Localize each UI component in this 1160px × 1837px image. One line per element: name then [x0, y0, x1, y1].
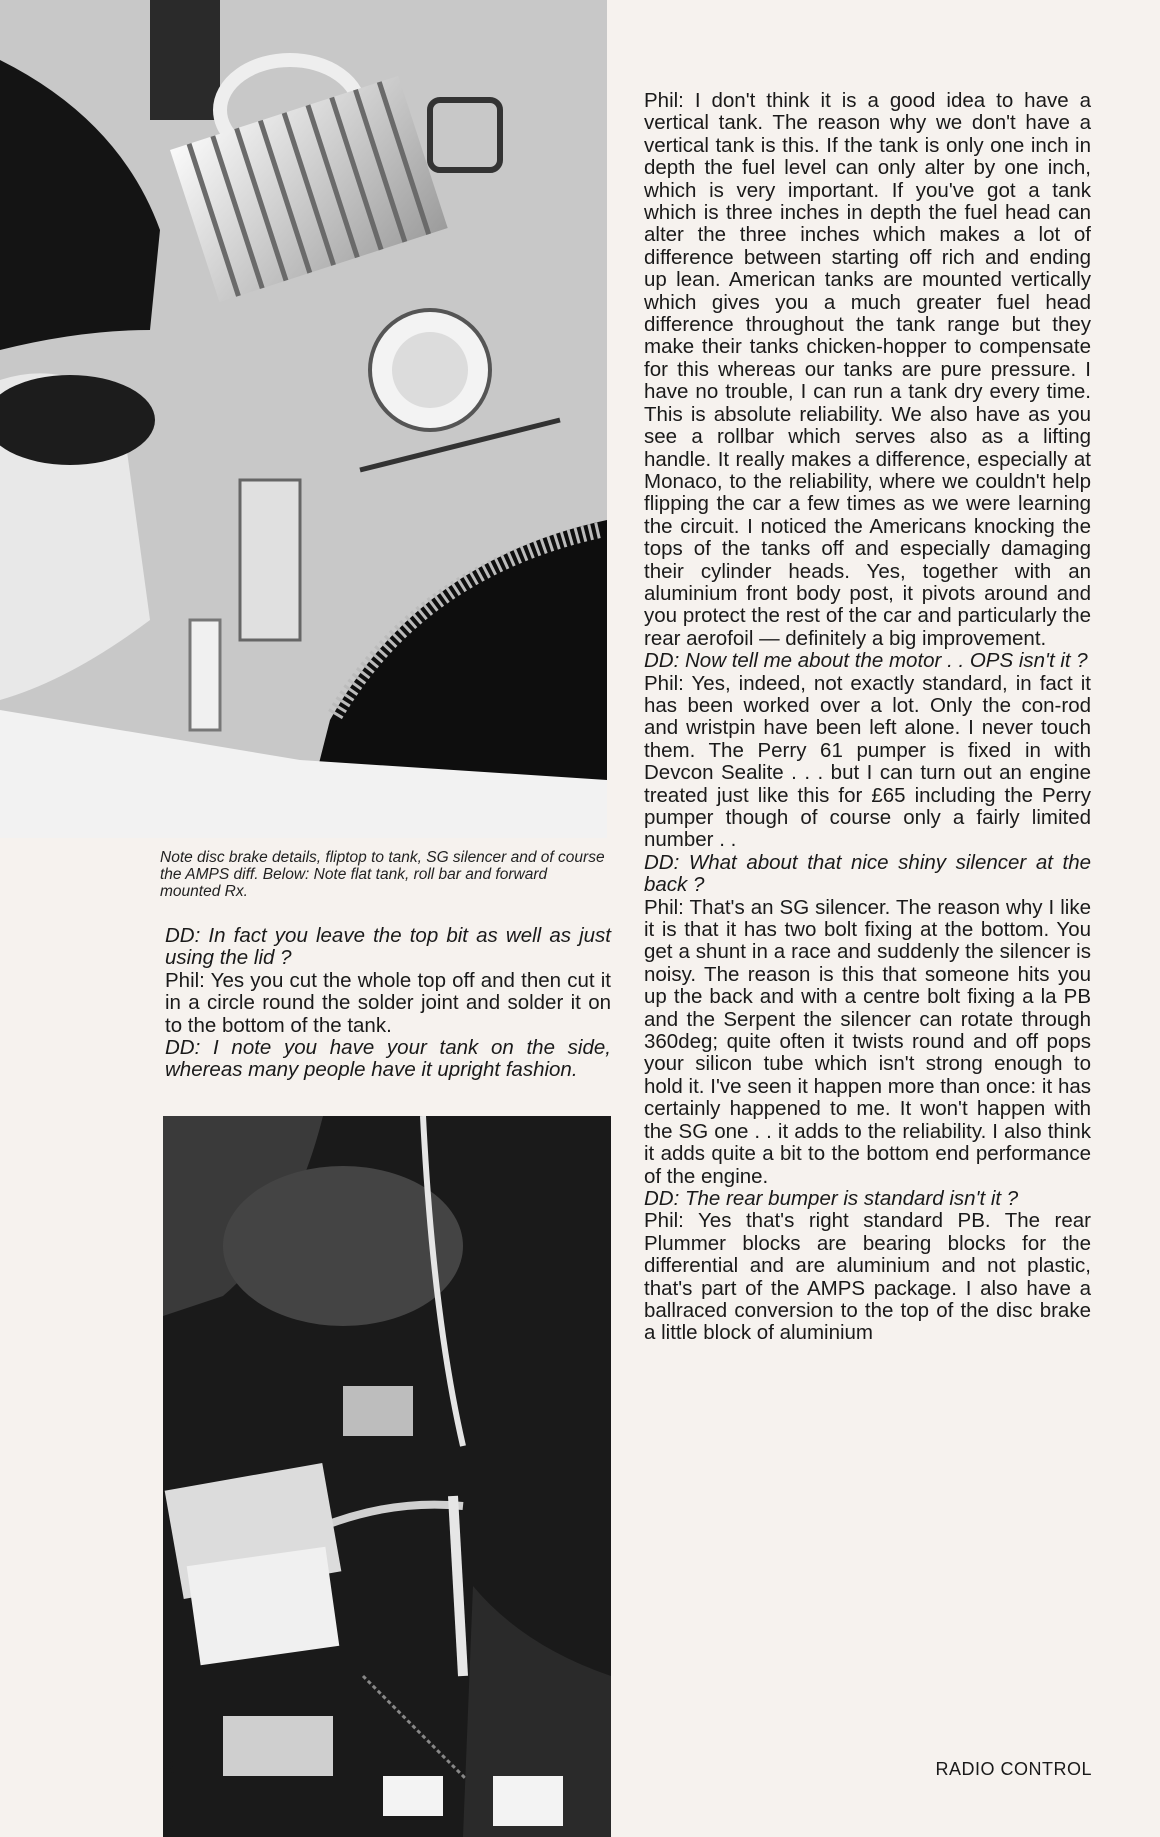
interview-question: DD: The rear bumper is standard isn't it ?	[644, 1186, 1019, 1210]
interview-answer: Phil: Yes you cut the whole top off and then cut it in a circle round the solder joint and solder it on to the bottom of the tank.	[165, 968, 611, 1037]
interview-question: DD: What about that nice shiny silencer at the back ?	[644, 850, 1091, 897]
photo-caption: Note disc brake details, fliptop to tank, SG silencer and of course the AMPS diff. Below: Note flat tank, roll bar and forward mounted Rx.	[160, 849, 605, 900]
engine-photo	[0, 0, 607, 838]
tank-photo	[163, 1116, 611, 1837]
interview-question: DD: Now tell me about the motor . . OPS isn't it ?	[644, 649, 1088, 673]
magazine-name: RADIO CONTROL	[935, 1759, 1092, 1779]
interview-question: DD: I note you have your tank on the side, whereas many people have it upright fashion.	[165, 1036, 611, 1082]
tank-photo-art	[163, 1116, 611, 1837]
interview-question: DD: In fact you leave the top bit as well as just using the lid ?	[165, 924, 611, 970]
right-text-column	[644, 90, 1091, 1345]
interview-answer: Phil: Yes that's right standard PB. The rear Plummer blocks are bearing blocks for the differential and are aluminium and not plastic, that's part of the AMPS package. I also have a ballraced conversion to the top of the disc brake a little block of aluminium	[644, 1209, 1091, 1345]
page-number: 8	[163, 1757, 175, 1780]
left-text-column	[165, 925, 611, 1082]
interview-answer: Phil: Yes, indeed, not exactly standard, in fact it has been worked over a lot. Only the con-rod and wristpin have been left alone. I never touch them. The Perry 61 pumper is fixed in with Devcon Sealite . . . but I can turn out an engine treated just like this for £65 including the Perry pumper though of course only a fairly limited number . .	[644, 671, 1091, 852]
engine-photo-art	[0, 0, 607, 838]
interview-answer: Phil: That's an SG silencer. The reason why I like it is that it has two bolt fixing at the bottom. You get a shunt in a race and suddenly the silencer is noisy. The reason is this that someone hits you up the back and with a centre bolt fixing a la PB and the Serpent the silencer can rotate through 360deg; quite often it twists round and off pops your silicon tube which isn't strong enough to hold it. I've seen it happen more than once: it has certainly happened to me. It won't happen with the SG one . . it adds to the reliability. I also think it adds quite a bit to the bottom end performance of the engine.	[644, 895, 1091, 1188]
interview-answer: Phil: I don't think it is a good idea to have a vertical tank. The reason why we don't have a vertical tank is this. If the tank is only one inch in depth the fuel level can only alter by one inch, which is very important. If you've got a tank which is three inches in depth the fuel head can alter the three inches which makes a lot of difference between starting off rich and ending up lean. American tanks are mounted vertically which gives you a much greater fuel head difference throughout the tank range but they make their tanks chicken-hopper to compensate for this whereas our tanks are pure pressure. I have no trouble, I can run a tank dry every time. This is absolute reliability. We also have as you see a rollbar which serves also as a lifting handle. It really makes a difference, especially at Monaco, to the reliability, where we couldn't help flipping the car a few times as we were learning the circuit. I noticed the Americans knocking the tops of the tanks off and especially damaging their cylinder heads. Yes, together with an aluminium front body post, it pivots around and you protect the rest of the car and particularly the rear aerofoil — definitely a big improvement.	[644, 89, 1091, 650]
